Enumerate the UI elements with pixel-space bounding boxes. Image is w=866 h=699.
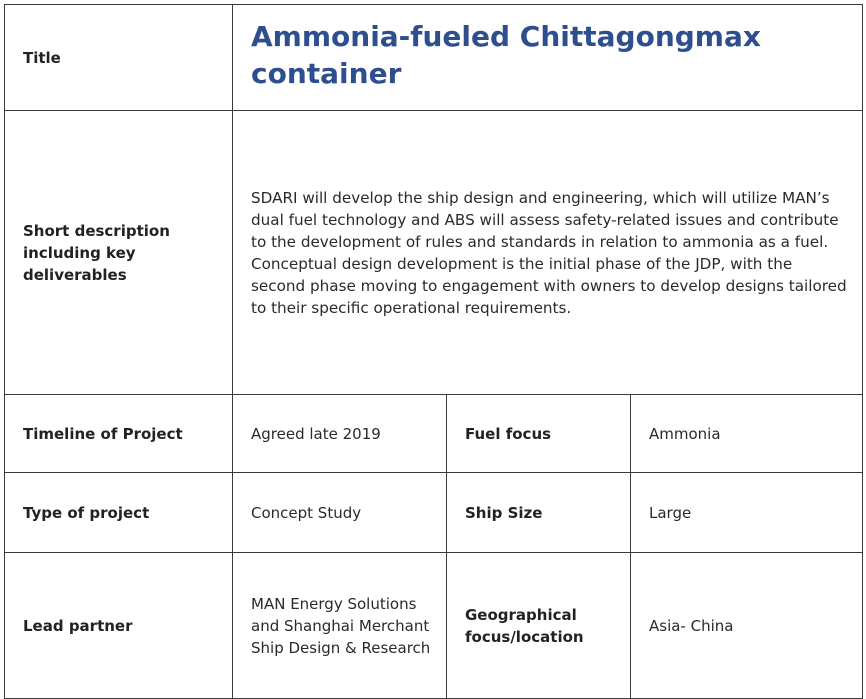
fuel-focus-value: Ammonia xyxy=(631,395,863,473)
ship-size-value: Large xyxy=(631,473,863,553)
description-row xyxy=(5,111,863,395)
table-row xyxy=(5,553,863,699)
project-type-value: Concept Study xyxy=(233,473,447,553)
geo-focus-value: Asia- China xyxy=(631,553,863,699)
geo-focus-label: Geographical focus/location xyxy=(447,553,631,699)
lead-partner-label: Lead partner xyxy=(5,553,233,699)
project-type-label: Type of project xyxy=(5,473,233,553)
table-row xyxy=(5,395,863,473)
description-text: SDARI will develop the ship design and engineering, which will utilize MAN’s dual fuel technology and ABS will assess safety-related issues and contribute to the development of rules and standards in relation to ammonia as a fuel. Conceptual design development is the initial phase of the JDP, with the second phase moving to engagement with owners to develop designs tailored to their specific operational requirements. xyxy=(233,111,863,395)
title-row xyxy=(5,5,863,111)
project-info-table xyxy=(4,4,863,699)
description-label: Short description including key deliverables xyxy=(5,111,233,395)
timeline-value: Agreed late 2019 xyxy=(233,395,447,473)
lead-partner-value: MAN Energy Solutions and Shanghai Merchant Ship Design & Research xyxy=(233,553,447,699)
ship-size-label: Ship Size xyxy=(447,473,631,553)
timeline-label: Timeline of Project xyxy=(5,395,233,473)
project-title: Ammonia-fueled Chittagongmax container xyxy=(233,5,863,111)
table-row xyxy=(5,473,863,553)
title-label: Title xyxy=(5,5,233,111)
fuel-focus-label: Fuel focus xyxy=(447,395,631,473)
